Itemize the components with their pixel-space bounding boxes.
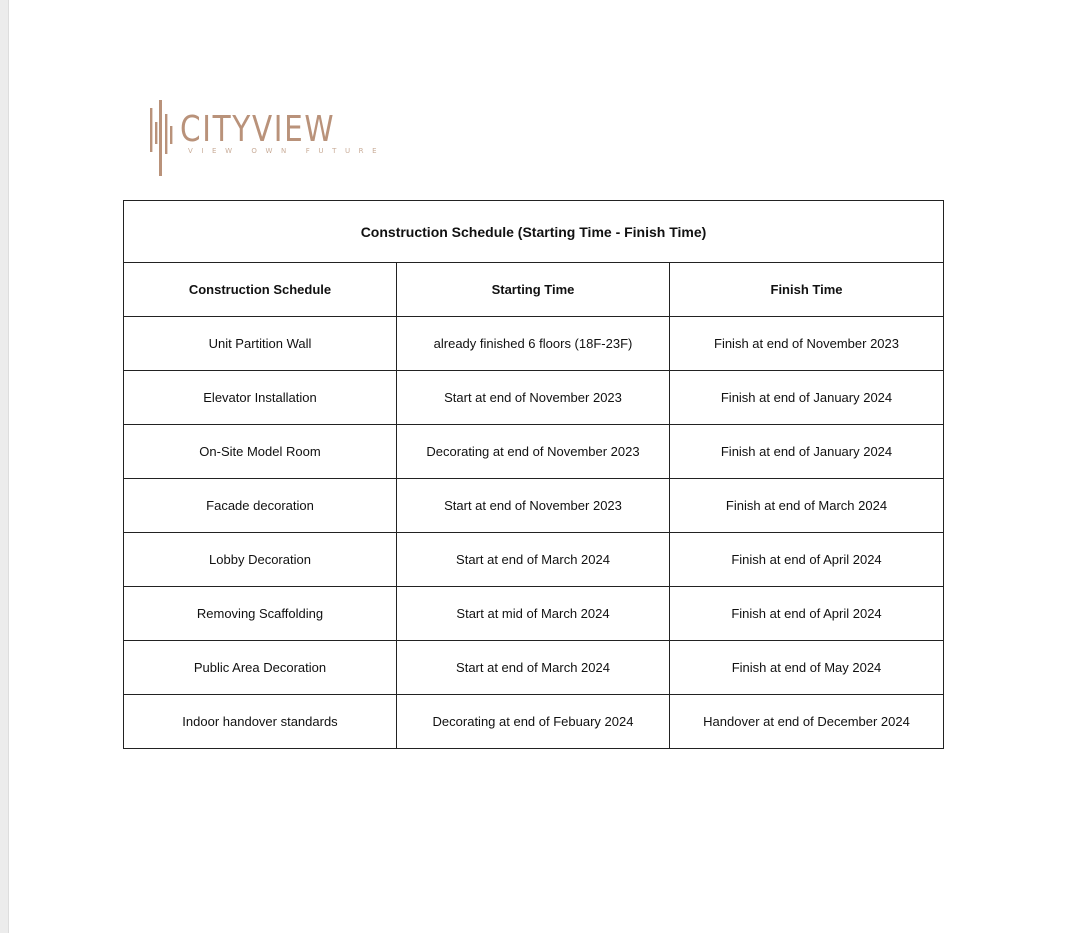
building-logo-icon (146, 98, 176, 178)
start-cell: Start at end of November 2023 (397, 371, 670, 425)
task-cell: Elevator Installation (124, 371, 397, 425)
table-header-row (124, 263, 944, 317)
finish-cell: Finish at end of April 2024 (670, 533, 944, 587)
start-cell: Decorating at end of Febuary 2024 (397, 695, 670, 749)
table-row (124, 533, 944, 587)
table-row (124, 479, 944, 533)
finish-cell: Finish at end of March 2024 (670, 479, 944, 533)
table-title-row (124, 201, 944, 263)
task-cell: Unit Partition Wall (124, 317, 397, 371)
task-cell: Removing Scaffolding (124, 587, 397, 641)
table-row (124, 587, 944, 641)
task-cell: On-Site Model Room (124, 425, 397, 479)
header-finish-time: Finish Time (670, 263, 944, 317)
table-row (124, 371, 944, 425)
start-cell: already finished 6 floors (18F-23F) (397, 317, 670, 371)
table-row (124, 641, 944, 695)
table-row (124, 317, 944, 371)
header-construction-schedule: Construction Schedule (124, 263, 397, 317)
finish-cell: Finish at end of January 2024 (670, 371, 944, 425)
finish-cell: Finish at end of November 2023 (670, 317, 944, 371)
logo-brand-name: CITYVIEW (180, 109, 336, 150)
task-cell: Facade decoration (124, 479, 397, 533)
start-cell: Start at mid of March 2024 (397, 587, 670, 641)
start-cell: Start at end of March 2024 (397, 641, 670, 695)
finish-cell: Finish at end of May 2024 (670, 641, 944, 695)
table-title: Construction Schedule (Starting Time - Finish Time) (124, 201, 944, 263)
table-row (124, 425, 944, 479)
task-cell: Public Area Decoration (124, 641, 397, 695)
logo-tagline: VIEW OWN FUTURE (188, 147, 386, 155)
task-cell: Indoor handover standards (124, 695, 397, 749)
table-row (124, 695, 944, 749)
cityview-logo (146, 98, 386, 178)
finish-cell: Handover at end of December 2024 (670, 695, 944, 749)
construction-schedule-table (123, 200, 944, 749)
page-left-edge (0, 0, 9, 933)
finish-cell: Finish at end of April 2024 (670, 587, 944, 641)
task-cell: Lobby Decoration (124, 533, 397, 587)
start-cell: Start at end of March 2024 (397, 533, 670, 587)
start-cell: Decorating at end of November 2023 (397, 425, 670, 479)
header-starting-time: Starting Time (397, 263, 670, 317)
start-cell: Start at end of November 2023 (397, 479, 670, 533)
finish-cell: Finish at end of January 2024 (670, 425, 944, 479)
